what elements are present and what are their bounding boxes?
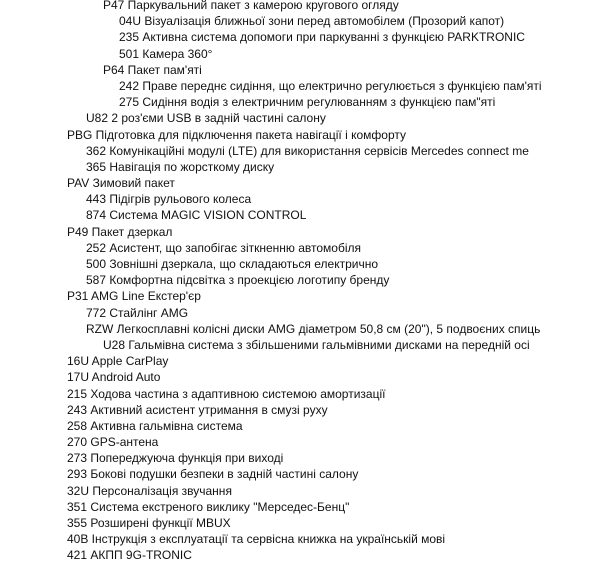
option-item: 270 GPS-антена (67, 435, 159, 450)
option-item: 273 Попереджуюча функція при виході (67, 451, 284, 466)
option-item: 258 Активна гальмівна система (67, 418, 243, 433)
option-item: 32U Персоналізація звучання (67, 483, 232, 498)
option-item: P31 AMG Line Екстер'єр (67, 289, 201, 304)
option-item: 362 Комунікаційні модулі (LTE) для використання сервісів Mercedes connect me (86, 143, 529, 158)
option-item: 772 Стайлінг AMG (86, 305, 189, 320)
option-item: 243 Активний асистент утримання в смузі руху (67, 402, 328, 417)
option-item: RZW Легкосплавні колісні диски AMG діаметром 50,8 см (20"), 5 подвоєних спиць (86, 321, 541, 336)
option-item: 215 Ходова частина з адаптивною системою амортизації (67, 386, 386, 401)
option-item: P49 Пакет дзеркал (67, 224, 173, 239)
option-item: 421 АКПП 9G-TRONIC (67, 548, 192, 563)
option-item: 501 Камера 360° (119, 46, 213, 61)
option-item: 235 Активна система допомоги при паркуванні з функцією PARKTRONIC (119, 30, 525, 45)
option-item: P64 Пакет пам'яті (103, 62, 202, 77)
option-item: 365 Навігація по жорсткому диску (86, 159, 275, 174)
option-item: P47 Паркувальний пакет з камерою кругового огляду (103, 0, 399, 12)
option-item: 242 Праве переднє сидіння, що електрично регулюється з функцією пам'яті (119, 78, 542, 93)
option-item: 443 Підігрів рульового колеса (86, 192, 252, 207)
option-item: 587 Комфортна підсвітка з проекцією логотипу бренду (86, 273, 390, 288)
option-item: 293 Бокові подушки безпеки в задній частині салону (67, 467, 359, 482)
option-item: PBG Підготовка для підключення пакета навігації і комфорту (67, 127, 406, 142)
option-item: 355 Розширені функції MBUX (67, 516, 231, 530)
option-item: 40B Інструкція з експлуатації та сервісна книжка на українській мові (67, 532, 446, 547)
option-item: U82 2 роз'єми USB в задній частині салону (86, 111, 326, 126)
option-item: U28 Гальмівна система з збільшеними гальмівними дисками на передній осі (103, 337, 530, 352)
option-item: 351 Система екстреного виклику "Мерседес-Бенц" (67, 499, 350, 514)
option-item: PAV Зимовий пакет (67, 176, 175, 191)
option-item: 16U Apple CarPlay (67, 354, 169, 369)
option-item: 04U Візуалізація ближньої зони перед автомобілем (Прозорий капот) (119, 14, 505, 29)
option-item: 275 Сидіння водія з електричним регулюванням з функцією пам"яті (119, 95, 496, 110)
option-item: 874 Система MAGIC VISION CONTROL (86, 208, 307, 223)
option-item: 252 Асистент, що запобігає зіткненню автомобіля (86, 240, 362, 255)
option-item: 17U Android Auto (67, 370, 161, 385)
option-item: 500 Зовнішні дзеркала, що складаються електрично (86, 257, 379, 271)
